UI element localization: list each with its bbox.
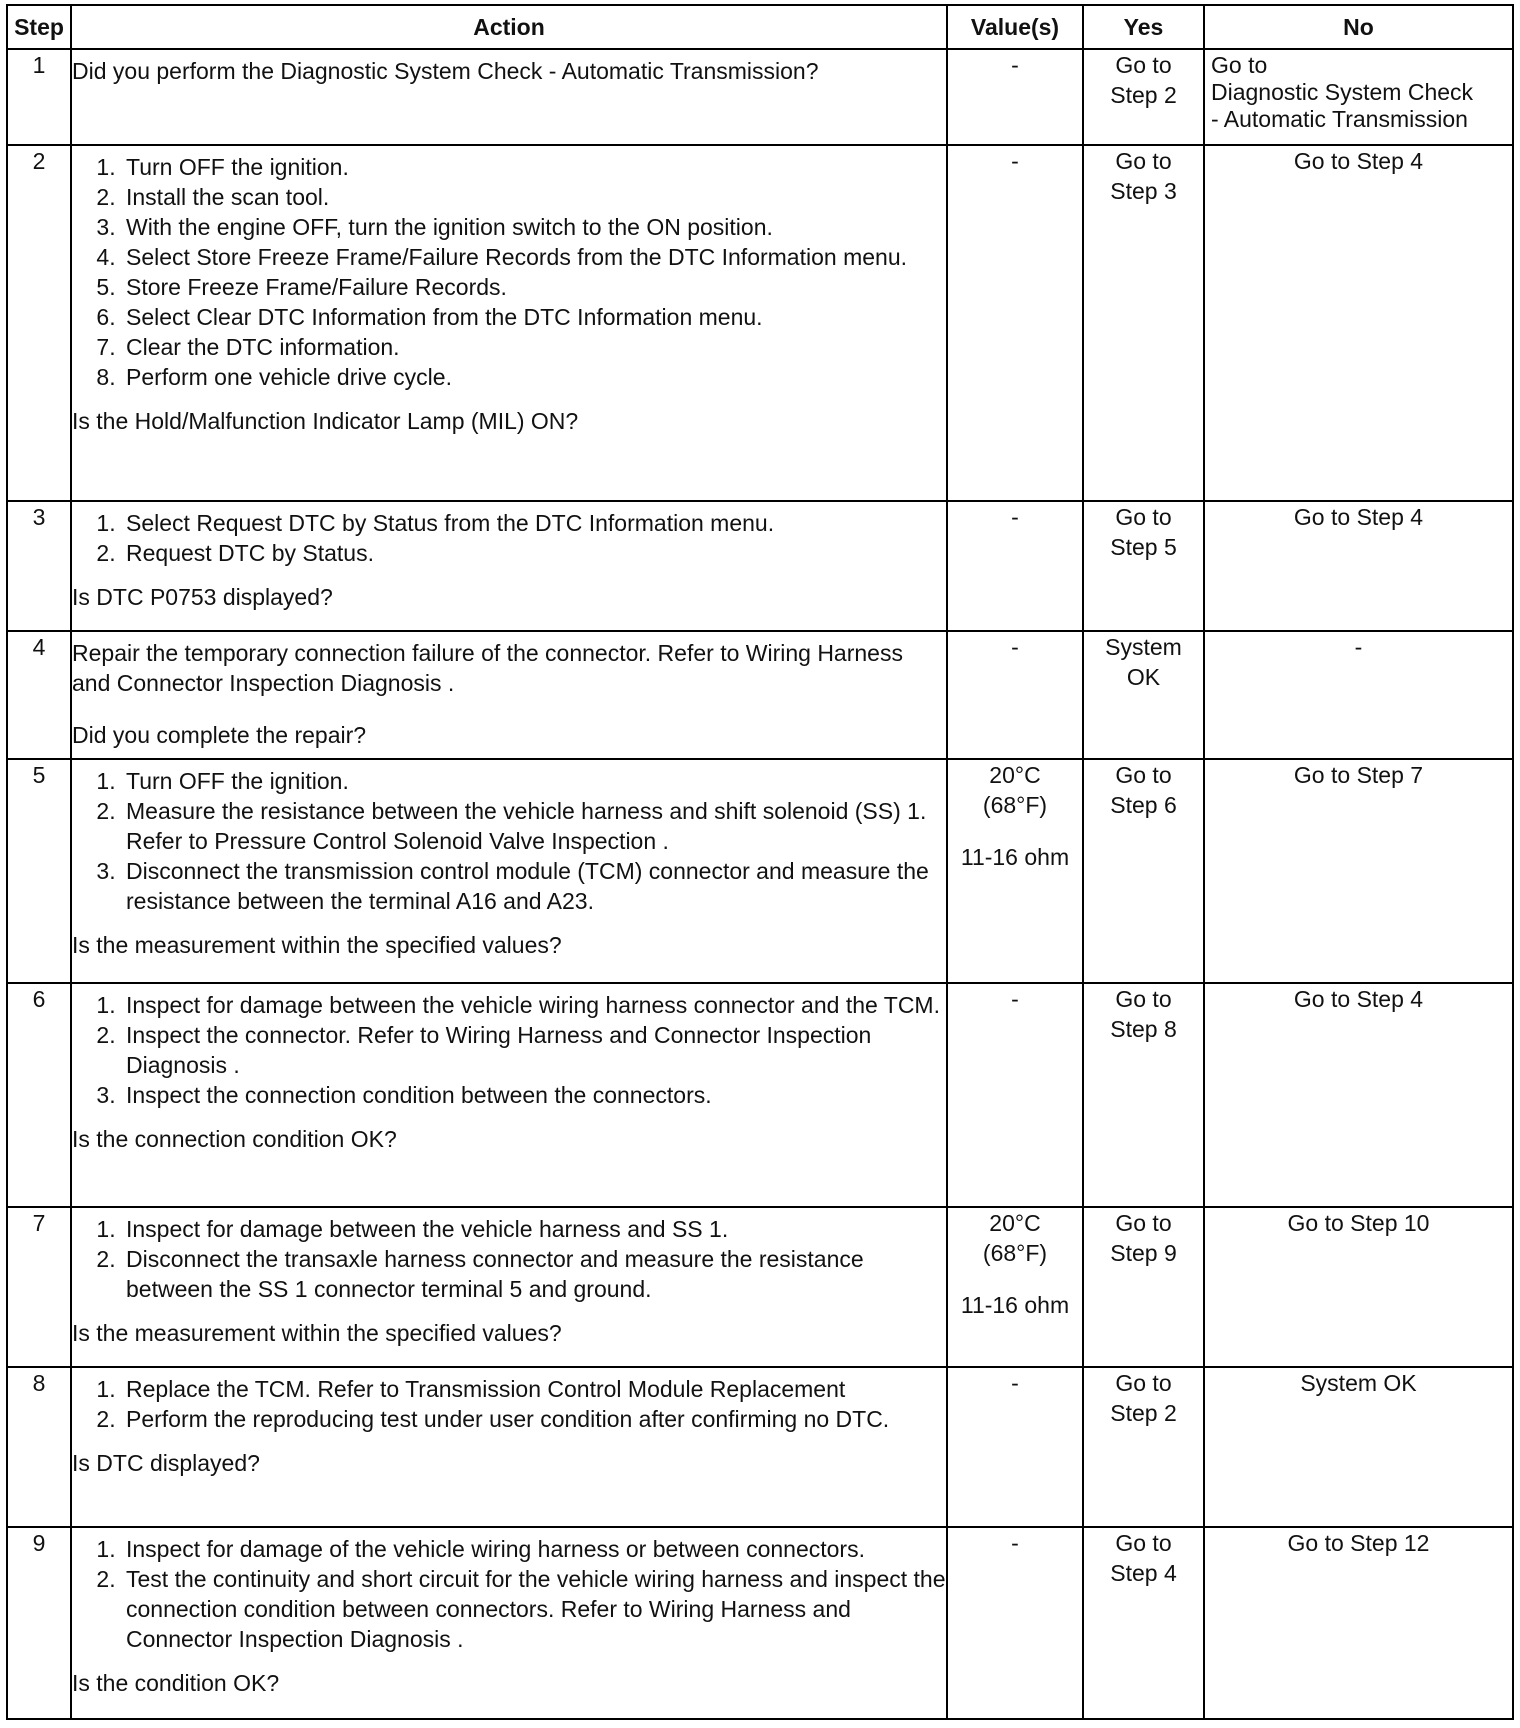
header-values: Value(s) xyxy=(947,5,1083,49)
yes-link[interactable]: Step 5 xyxy=(1110,534,1177,560)
step-number: 7 xyxy=(7,1207,71,1367)
value-text: - xyxy=(1011,634,1019,660)
table-row xyxy=(7,1527,1513,1719)
no-cell xyxy=(1204,501,1513,631)
diagnostic-table xyxy=(6,4,1514,1720)
table-row xyxy=(7,759,1513,983)
no-link[interactable]: Go to Step 7 xyxy=(1293,762,1424,788)
action-step-item: 7. Clear the DTC information. xyxy=(122,332,946,362)
no-cell xyxy=(1204,759,1513,983)
action-steps-list xyxy=(72,990,946,1110)
yes-link[interactable]: Step 2 xyxy=(1110,82,1177,108)
action-cell xyxy=(71,501,947,631)
no-link: - xyxy=(1354,634,1363,660)
yes-cell xyxy=(1083,49,1204,145)
value-cell xyxy=(947,1527,1083,1719)
action-cell xyxy=(71,49,947,145)
header-no: No xyxy=(1204,5,1513,49)
no-link[interactable]: Go to Step 4 xyxy=(1293,148,1424,174)
yes-link[interactable]: Go to xyxy=(1115,1370,1172,1396)
step-number: 5 xyxy=(7,759,71,983)
action-cell xyxy=(71,1527,947,1719)
yes-link[interactable]: Go to xyxy=(1115,986,1172,1012)
value-cell xyxy=(947,49,1083,145)
value-cell xyxy=(947,983,1083,1207)
action-step-item: 1. Inspect for damage between the vehicle harness and SS 1. xyxy=(122,1214,946,1244)
yes-link[interactable]: Go to xyxy=(1115,148,1172,174)
value-text: - xyxy=(1011,52,1019,78)
yes-cell xyxy=(1083,631,1204,759)
action-step-item: 3. With the engine OFF, turn the ignition switch to the ON position. xyxy=(122,212,946,242)
yes-link[interactable]: OK xyxy=(1126,664,1161,690)
table-row xyxy=(7,631,1513,759)
yes-cell xyxy=(1083,145,1204,501)
action-cell xyxy=(71,631,947,759)
table-row xyxy=(7,145,1513,501)
yes-cell xyxy=(1083,1207,1204,1367)
action-step-item: 2. Disconnect the transaxle harness connector and measure the resistance between the SS 1 connector terminal 5 and ground. xyxy=(122,1244,946,1304)
value-text: 20°C xyxy=(989,762,1041,788)
value-cell xyxy=(947,1367,1083,1527)
yes-link[interactable]: Step 6 xyxy=(1110,792,1177,818)
action-step-item: 2. Perform the reproducing test under user condition after confirming no DTC. xyxy=(122,1404,946,1434)
value-cell xyxy=(947,145,1083,501)
step-number: 8 xyxy=(7,1367,71,1527)
action-step-item: 4. Select Store Freeze Frame/Failure Records from the DTC Information menu. xyxy=(122,242,946,272)
action-steps-list xyxy=(72,508,946,568)
action-step-item: 1. Turn OFF the ignition. xyxy=(122,766,946,796)
action-intro: Repair the temporary connection failure of the connector. Refer to Wiring Harness and Connector Inspection Diagnosis . xyxy=(72,640,903,696)
table-row xyxy=(7,49,1513,145)
yes-cell xyxy=(1083,983,1204,1207)
header-yes: Yes xyxy=(1083,5,1204,49)
action-steps-list xyxy=(72,1214,946,1304)
action-step-item: 2. Inspect the connector. Refer to Wiring Harness and Connector Inspection Diagnosis . xyxy=(122,1020,946,1080)
action-step-item: 1. Inspect for damage of the vehicle wiring harness or between connectors. xyxy=(122,1534,946,1564)
no-cell xyxy=(1204,1207,1513,1367)
no-link[interactable]: System OK xyxy=(1300,1370,1417,1396)
step-number: 9 xyxy=(7,1527,71,1719)
value-text: 11-16 ohm xyxy=(960,1292,1070,1318)
action-step-item: 1. Replace the TCM. Refer to Transmission Control Module Replacement xyxy=(122,1374,946,1404)
action-steps-list xyxy=(72,766,946,916)
table-row xyxy=(7,983,1513,1207)
table-body xyxy=(7,49,1513,1719)
value-cell xyxy=(947,631,1083,759)
yes-link[interactable]: Go to xyxy=(1115,1210,1172,1236)
no-link[interactable]: Go to Step 12 xyxy=(1287,1530,1430,1556)
action-question: Is DTC P0753 displayed? xyxy=(72,584,333,610)
yes-cell xyxy=(1083,501,1204,631)
yes-cell xyxy=(1083,1367,1204,1527)
no-cell xyxy=(1204,49,1513,145)
yes-link[interactable]: Go to xyxy=(1115,52,1172,78)
action-steps-list xyxy=(72,152,946,392)
action-cell xyxy=(71,1207,947,1367)
action-step-item: 3. Inspect the connection condition between the connectors. xyxy=(122,1080,946,1110)
action-cell xyxy=(71,983,947,1207)
step-number: 6 xyxy=(7,983,71,1207)
action-step-item: 2. Measure the resistance between the vehicle harness and shift solenoid (SS) 1. Refer to Pressure Control Solenoid Valve Inspection . xyxy=(122,796,946,856)
step-number: 2 xyxy=(7,145,71,501)
value-cell xyxy=(947,759,1083,983)
no-link[interactable]: Go to Step 4 xyxy=(1293,986,1424,1012)
step-number: 4 xyxy=(7,631,71,759)
yes-link[interactable]: Step 4 xyxy=(1110,1560,1177,1586)
action-question: Is the measurement within the specified values? xyxy=(72,932,562,958)
action-step-item: 1. Turn OFF the ignition. xyxy=(122,152,946,182)
yes-link[interactable]: Step 8 xyxy=(1110,1016,1177,1042)
yes-link[interactable]: Step 2 xyxy=(1110,1400,1177,1426)
value-text: - xyxy=(1011,148,1019,174)
no-link[interactable]: Go to Step 4 xyxy=(1293,504,1424,530)
no-cell xyxy=(1204,1367,1513,1527)
action-cell xyxy=(71,759,947,983)
action-steps-list xyxy=(72,1374,946,1434)
action-question: Did you complete the repair? xyxy=(72,722,367,748)
diagnostic-table-container xyxy=(6,4,1512,1720)
no-link[interactable]: Go to xyxy=(1211,52,1268,78)
value-spacer xyxy=(948,1268,1082,1290)
yes-link[interactable]: Go to xyxy=(1115,762,1172,788)
step-number: 1 xyxy=(7,49,71,145)
value-cell xyxy=(947,1207,1083,1367)
header-row xyxy=(7,5,1513,49)
value-cell xyxy=(947,501,1083,631)
value-text: 20°C xyxy=(989,1210,1041,1236)
header-action: Action xyxy=(71,5,947,49)
value-text: - xyxy=(1011,504,1019,530)
action-cell xyxy=(71,1367,947,1527)
no-link[interactable]: Go to Step 10 xyxy=(1287,1210,1430,1236)
table-row xyxy=(7,1207,1513,1367)
action-step-item: 1. Select Request DTC by Status from the DTC Information menu. xyxy=(122,508,946,538)
value-text: - xyxy=(1011,1530,1019,1556)
yes-link[interactable]: System xyxy=(1105,634,1182,660)
action-step-item: 5. Store Freeze Frame/Failure Records. xyxy=(122,272,946,302)
action-question: Is the Hold/Malfunction Indicator Lamp (MIL) ON? xyxy=(72,408,579,434)
action-question: Is the condition OK? xyxy=(72,1670,280,1696)
yes-cell xyxy=(1083,759,1204,983)
value-text: - xyxy=(1011,1370,1019,1396)
value-text: (68°F) xyxy=(982,792,1048,818)
action-step-item: 6. Select Clear DTC Information from the DTC Information menu. xyxy=(122,302,946,332)
value-text: - xyxy=(1011,986,1019,1012)
action-step-item: 8. Perform one vehicle drive cycle. xyxy=(122,362,946,392)
action-step-item: 2. Test the continuity and short circuit for the vehicle wiring harness and inspect the connection condition between connectors. Refer to Wiring Harness and Connector Inspection Diagnosis . xyxy=(122,1564,946,1654)
action-steps-list xyxy=(72,1534,946,1654)
step-number: 3 xyxy=(7,501,71,631)
table-row xyxy=(7,501,1513,631)
yes-link[interactable]: Go to xyxy=(1115,504,1172,530)
value-text: 11-16 ohm xyxy=(960,844,1070,870)
yes-link[interactable]: Go to xyxy=(1115,1530,1172,1556)
yes-cell xyxy=(1083,1527,1204,1719)
no-cell xyxy=(1204,145,1513,501)
no-cell xyxy=(1204,1527,1513,1719)
spacer xyxy=(72,698,946,720)
no-link[interactable]: Diagnostic System Check xyxy=(1211,79,1474,105)
action-question: Is the measurement within the specified values? xyxy=(72,1320,562,1346)
yes-link[interactable]: Step 9 xyxy=(1110,1240,1177,1266)
action-step-item: 1. Inspect for damage between the vehicle wiring harness connector and the TCM. xyxy=(122,990,946,1020)
action-intro: Did you perform the Diagnostic System Check - Automatic Transmission? xyxy=(72,58,819,84)
no-link[interactable]: - Automatic Transmission xyxy=(1211,106,1468,132)
action-cell xyxy=(71,145,947,501)
action-step-item: 2. Request DTC by Status. xyxy=(122,538,946,568)
value-spacer xyxy=(948,820,1082,842)
table-row xyxy=(7,1367,1513,1527)
action-question: Is the connection condition OK? xyxy=(72,1126,397,1152)
action-step-item: 3. Disconnect the transmission control module (TCM) connector and measure the resistance between the terminal A16 and A23. xyxy=(122,856,946,916)
action-question: Is DTC displayed? xyxy=(72,1450,260,1476)
header-step: Step xyxy=(7,5,71,49)
action-step-item: 2. Install the scan tool. xyxy=(122,182,946,212)
no-cell xyxy=(1204,983,1513,1207)
yes-link[interactable]: Step 3 xyxy=(1110,178,1177,204)
value-text: (68°F) xyxy=(982,1240,1048,1266)
no-cell xyxy=(1204,631,1513,759)
